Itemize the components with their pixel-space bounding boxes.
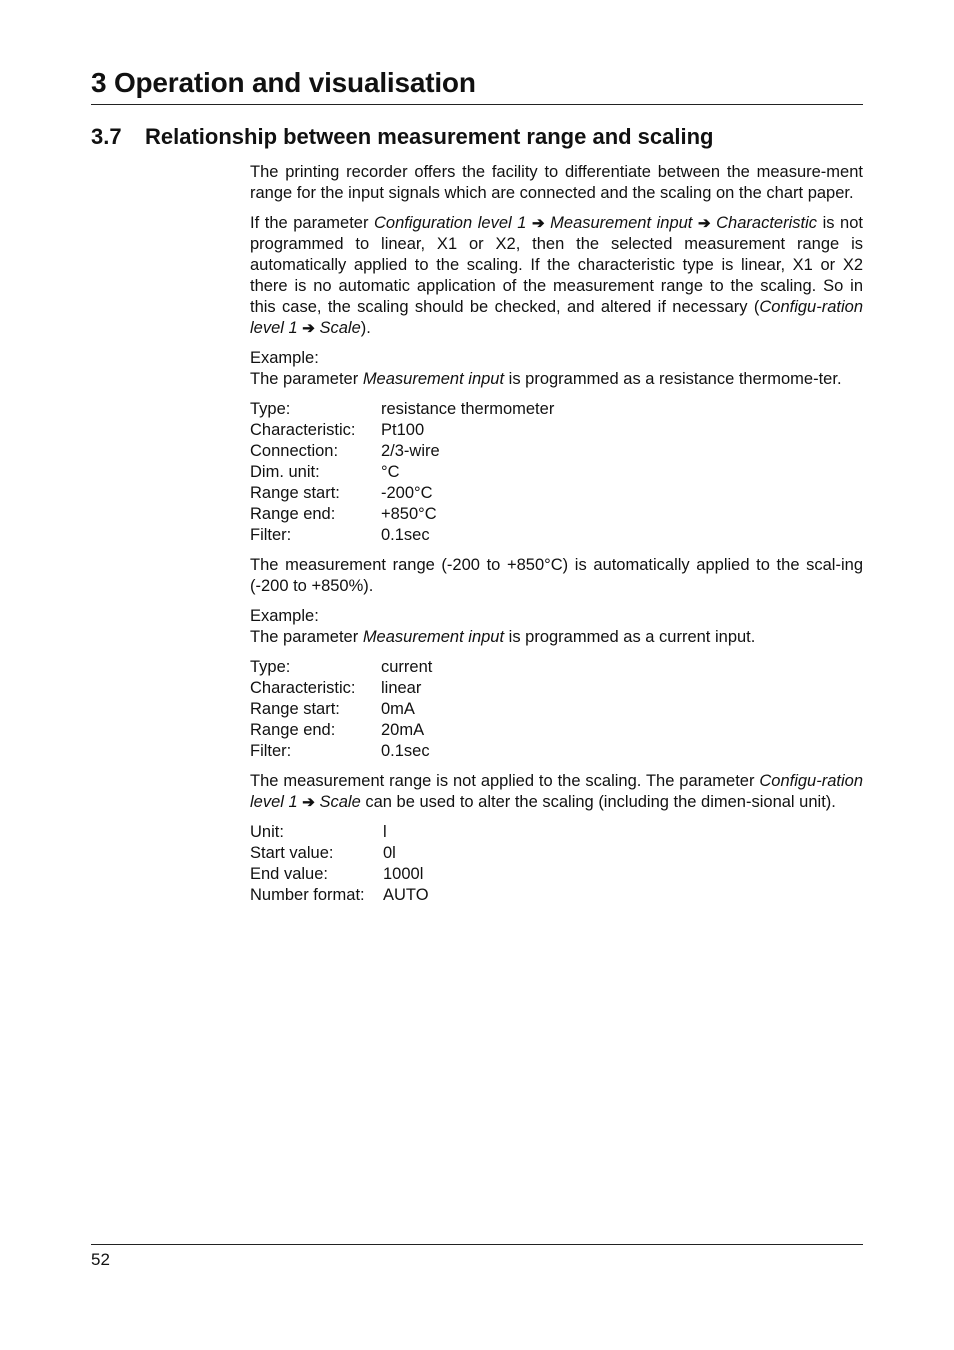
table-row [250, 441, 863, 462]
table-row [250, 885, 863, 906]
row-key: Characteristic: [250, 421, 356, 439]
section-heading [91, 122, 863, 152]
body-text [250, 162, 863, 915]
arrow-right-icon: ➔ [697, 215, 711, 232]
text-run: can be used to alter the scaling (including the dimen-sional unit). [360, 793, 836, 811]
parameter-paragraph [250, 213, 863, 339]
intro-paragraph: The printing recorder offers the facility to differentiate between the measure-ment range for the input signals which are connected and the scaling on the chart paper. [250, 163, 863, 202]
row-key: Range end: [250, 505, 336, 523]
param-path: Configu-ration level 1 [250, 298, 863, 337]
footer-divider [91, 1244, 863, 1245]
text-run: is programmed as a resistance thermome-ter. [504, 370, 842, 388]
row-value: 0mA [381, 700, 415, 718]
parameter-table-1 [250, 399, 863, 546]
table-row [250, 504, 863, 525]
text-run: If the parameter [250, 214, 375, 232]
row-key: Start value: [250, 844, 334, 862]
row-value: 0l [383, 844, 396, 862]
table-row [250, 420, 863, 441]
text-run: The parameter [250, 370, 363, 388]
row-value: current [381, 658, 433, 676]
table-row [250, 741, 863, 762]
row-value: Pt100 [381, 421, 425, 439]
text-run: is programmed as a current input. [504, 628, 756, 646]
table-row [250, 657, 863, 678]
table-row [250, 678, 863, 699]
row-key: End value: [250, 865, 328, 883]
range-applied-paragraph: The measurement range (-200 to +850°C) is automatically applied to the scal-ing (-200 to +850%). [250, 556, 863, 595]
example-1 [250, 348, 863, 390]
row-value: resistance thermometer [381, 400, 555, 418]
arrow-right-icon: ➔ [532, 215, 545, 232]
row-value: -200°C [381, 484, 433, 502]
param-path: Measurement input [550, 214, 693, 232]
row-key: Filter: [250, 526, 292, 544]
arrow-right-icon: ➔ [302, 320, 315, 337]
table-row [250, 462, 863, 483]
row-value: linear [381, 679, 422, 697]
table-row [250, 525, 863, 546]
row-value: °C [381, 463, 400, 481]
row-key: Type: [250, 400, 291, 418]
param-path: Scale [319, 319, 361, 337]
page-number: 52 [91, 1250, 110, 1269]
row-value: 1000l [383, 865, 424, 883]
text-run: The parameter [250, 628, 363, 646]
row-key: Characteristic: [250, 679, 356, 697]
row-key: Number format: [250, 886, 365, 904]
row-value: 2/3-wire [381, 442, 440, 460]
row-key: Range end: [250, 721, 336, 739]
example-label: Example: [250, 607, 319, 625]
row-value: +850°C [381, 505, 437, 523]
row-value: l [383, 823, 387, 841]
arrow-right-icon: ➔ [302, 794, 315, 811]
table-row [250, 483, 863, 504]
param-path: Measurement input [362, 370, 505, 388]
section-title: Relationship between measurement range and scaling [145, 124, 714, 149]
table-row [250, 864, 863, 885]
param-path: Characteristic [716, 214, 817, 232]
row-value: 0.1sec [381, 526, 430, 544]
row-key: Unit: [250, 823, 284, 841]
row-value: 0.1sec [381, 742, 430, 760]
table-row [250, 699, 863, 720]
section-number: 3.7 [91, 124, 122, 149]
chapter-title: 3 Operation and visualisation [91, 64, 863, 105]
param-path: Configuration level 1 [374, 214, 527, 232]
table-row [250, 720, 863, 741]
row-value: AUTO [383, 886, 429, 904]
scaling-paragraph [250, 771, 863, 813]
row-value: 20mA [381, 721, 425, 739]
parameter-table-3 [250, 822, 863, 906]
text-run: The measurement range is not applied to the scaling. The parameter [250, 772, 760, 790]
text-run: ). [360, 319, 371, 337]
param-path: Configu-ration level 1 [250, 772, 863, 811]
table-row [250, 822, 863, 843]
parameter-table-2 [250, 657, 863, 762]
row-key: Range start: [250, 484, 340, 502]
row-key: Type: [250, 658, 291, 676]
example-2 [250, 606, 863, 648]
param-path: Measurement input [362, 628, 505, 646]
param-path: Scale [319, 793, 361, 811]
table-row [250, 399, 863, 420]
example-label: Example: [250, 349, 319, 367]
row-key: Connection: [250, 442, 339, 460]
text-run: is not programmed to linear, X1 or X2, then the selected measurement range is automatically applied to the scaling. If the characteristic type is linear, X1 or X2 there is no automatic application of the measurement range to the scaling. So in this case, the scaling should be checked, and altered if necessary ( [250, 214, 863, 316]
row-key: Range start: [250, 700, 340, 718]
row-key: Filter: [250, 742, 292, 760]
table-row [250, 843, 863, 864]
row-key: Dim. unit: [250, 463, 320, 481]
